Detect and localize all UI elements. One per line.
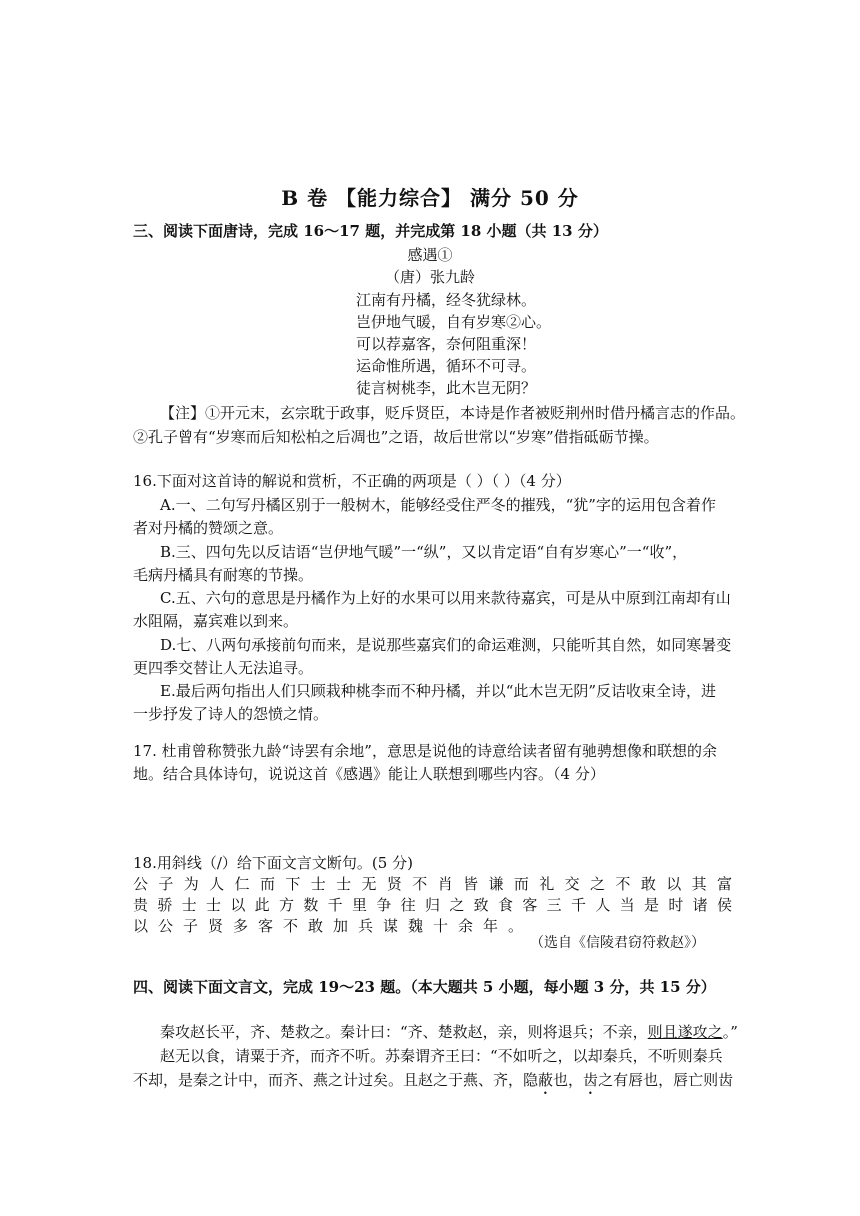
poem-author: （唐）张九龄: [384, 268, 475, 286]
q16-option-c-cont: 水阻隔，嘉宾难以到来。: [133, 612, 299, 630]
q16-option-d-cont: 更四季交替让人无法追寻。: [133, 659, 314, 677]
q16-option-e-cont: 一步抒发了诗人的怨愤之情。: [133, 705, 329, 723]
poem-note: ②孔子曾有“岁寒而后知松柏之后凋也”之语，故后世常以“岁寒”借指砥砺节操。: [133, 428, 659, 446]
q16-option-b-cont: 毛病丹橘具有耐寒的节操。: [133, 566, 314, 584]
passage-paragraph-cont: [133, 1069, 733, 1098]
poem-title: 感遇①: [407, 246, 453, 264]
passage-text: 不却，是秦之计中，而齐、燕之计过矣。且赵之于燕、齐，隐: [133, 1071, 539, 1089]
passage-paragraph: [160, 1021, 760, 1043]
passage-text: 也，: [553, 1071, 584, 1089]
section3-heading: 三、阅读下面唐诗，完成 16～17 题，并完成第 18 小题（共 13 分）: [133, 222, 608, 240]
poem-line: 江南有丹橘，经冬犹绿林。: [356, 291, 537, 309]
poem-line: 运命惟所遇，循环不可寻。: [356, 357, 537, 375]
q16-option-b: B.三、四句先以反诘语“岂伊地气暖”一“纵”，又以肯定语“自有岁寒心”一“收”，: [160, 543, 688, 561]
q17-stem: 17. 杜甫曾称赞张九龄“诗罢有余地”，意思是说他的诗意给读者留有驰骋想像和联想的余: [133, 742, 717, 760]
q18-stem: 18.用斜线（/）给下面文言文断句。(5 分): [133, 854, 413, 872]
passage-text: 。”: [722, 1023, 738, 1041]
poem-note: 【注】①开元末，玄宗耽于政事，贬斥贤臣，本诗是作者被贬荆州时借丹橘言志的作品。: [160, 404, 746, 422]
emphasized-character: 齿: [583, 1071, 599, 1089]
underlined-sentence: 则且遂攻之: [647, 1023, 723, 1041]
passage-paragraph: 赵无以食，请粟于齐，而齐不听。苏秦谓齐王曰：“不如听之，以却秦兵，不听则秦兵: [160, 1047, 723, 1065]
q16-option-d: D.七、八两句承接前句而来，是说那些嘉宾们的命运难测，只能听其自然，如同寒暑变: [160, 636, 732, 654]
q18-classical-text: 贵骄士士以此方数千里争往归之致食客三千人当是时诸侯: [133, 896, 733, 914]
q18-classical-text: 公子为人仁而下士士无贤不肖皆谦而礼交之不敢以其富: [133, 875, 733, 893]
page-title: B 卷 【能力综合】 满分 50 分: [281, 186, 579, 210]
section4-heading: 四、阅读下面文言文，完成 19～23 题。（本大题共 5 小题，每小题 3 分，共 15 分）: [133, 978, 716, 996]
q18-classical-text: 以公子贤多客不敢加兵谋魏十余年。: [133, 917, 534, 935]
q18-source: （选自《信陵君窃符救赵》）: [530, 935, 705, 951]
q16-option-e: E.最后两句指出人们只顾栽种桃李而不种丹橘，并以“此木岂无阴”反诘收束全诗，进: [160, 682, 717, 700]
passage-text: 之有唇也，唇亡则齿: [598, 1071, 734, 1089]
q16-stem: 16.下面对这首诗的解说和赏析，不正确的两项是（ ）（ ）（4 分）: [133, 472, 571, 490]
poem-line: 岂伊地气暖，自有岁寒②心。: [356, 313, 552, 331]
emphasized-character: 蔽: [538, 1071, 554, 1089]
q16-option-a: A.一、二句写丹橘区别于一般树木，能够经受住严冬的摧残，“犹”字的运用包含着作: [160, 496, 716, 514]
q16-option-a-cont: 者对丹橘的赞颂之意。: [133, 519, 284, 537]
passage-text: 秦攻赵长平，齐、楚救之。秦计曰：“齐、楚救赵，亲，则将退兵；不亲，: [160, 1023, 648, 1041]
poem-line: 徒言树桃李，此木岂无阴？: [356, 379, 537, 397]
q16-option-c: C.五、六句的意思是丹橘作为上好的水果可以用来款待嘉宾，可是从中原到江南却有山: [160, 589, 731, 607]
poem-line: 可以荐嘉客，奈何阻重深！: [356, 335, 537, 353]
q17-stem-cont: 地。结合具体诗句，说说这首《感遇》能让人联想到哪些内容。（4 分）: [133, 765, 605, 783]
